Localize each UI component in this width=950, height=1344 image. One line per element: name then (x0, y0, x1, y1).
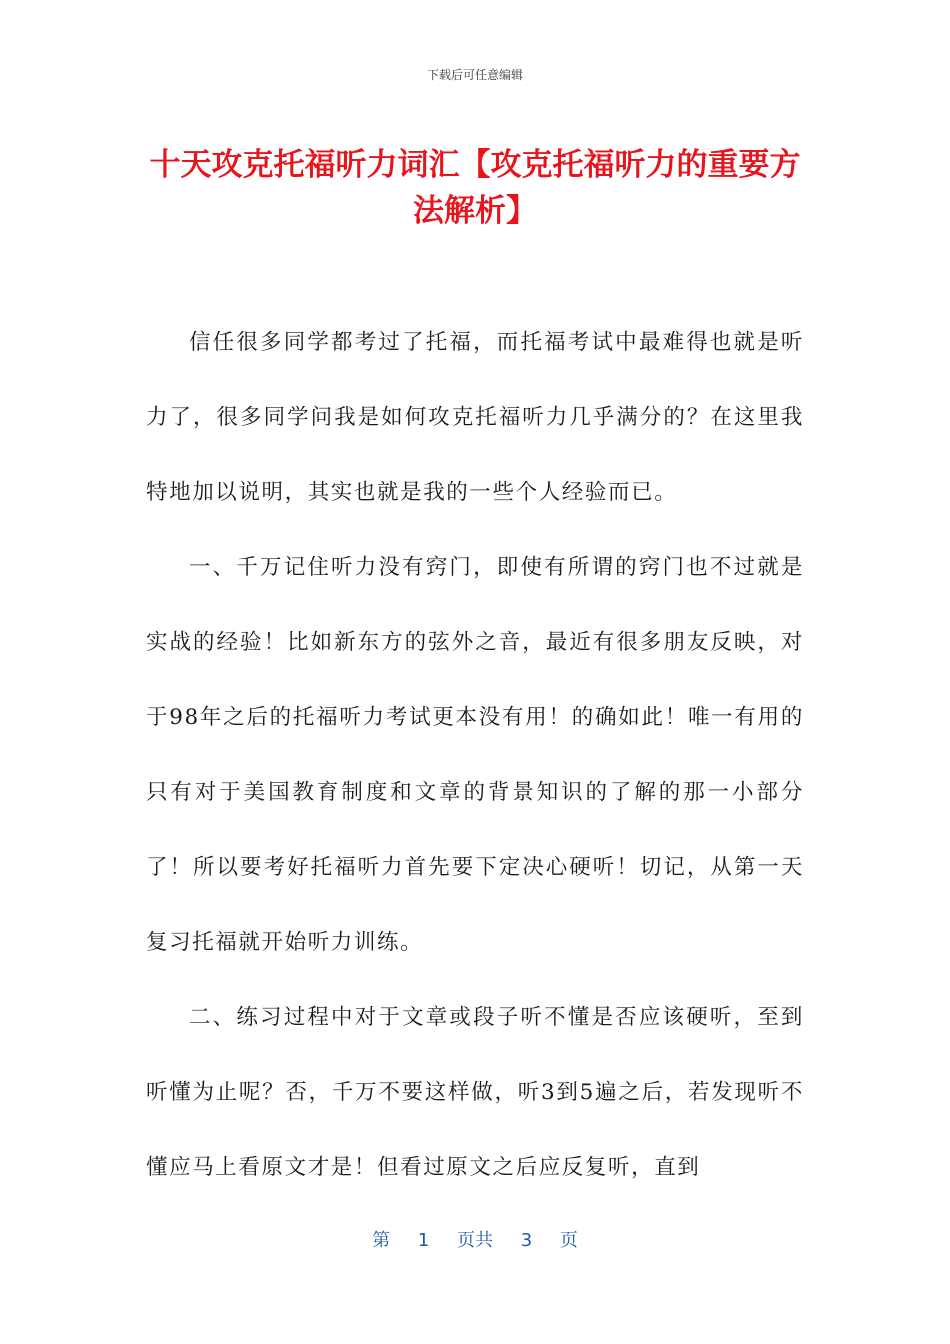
page-middle: 页共 (457, 1230, 493, 1251)
page-suffix: 页 (559, 1230, 578, 1251)
current-page-number: 1 (417, 1230, 430, 1251)
document-title: 十天攻克托福听力词汇【攻克托福听力的重要方法解析】 (149, 147, 801, 229)
total-pages-number: 3 (520, 1230, 533, 1251)
paragraph-intro: 信任很多同学都考过了托福，而托福考试中最难得也就是听力了，很多同学问我是如何攻克托福听力几乎满分的？在这里我特地加以说明，其实也就是我的一些个人经验而已。 (146, 330, 804, 505)
paragraph-two: 二、练习过程中对于文章或段子听不懂是否应该硬听，至到听懂为止呢？否，千万不要这样做，听3到5遍之后，若发现听不懂应马上看原文才是！但看过原文之后应反复听，直到 (146, 1005, 804, 1180)
header-note: 下载后可任意编辑 (426, 68, 523, 82)
document-body (146, 305, 804, 1205)
paragraph-one: 一、千万记住听力没有窍门，即使有所谓的窍门也不过就是实战的经验！比如新东方的弦外之音，最近有很多朋友反映，对于98年之后的托福听力考试更本没有用！的确如此！唯一有用的只有对于美国教育制度和文章的背景知识的了解的那一小部分了！所以要考好托福听力首先要下定决心硬听！切记，从第一天复习托福就开始听力训练。 (146, 555, 804, 955)
page-footer (0, 1226, 950, 1252)
page-prefix: 第 (372, 1230, 391, 1251)
